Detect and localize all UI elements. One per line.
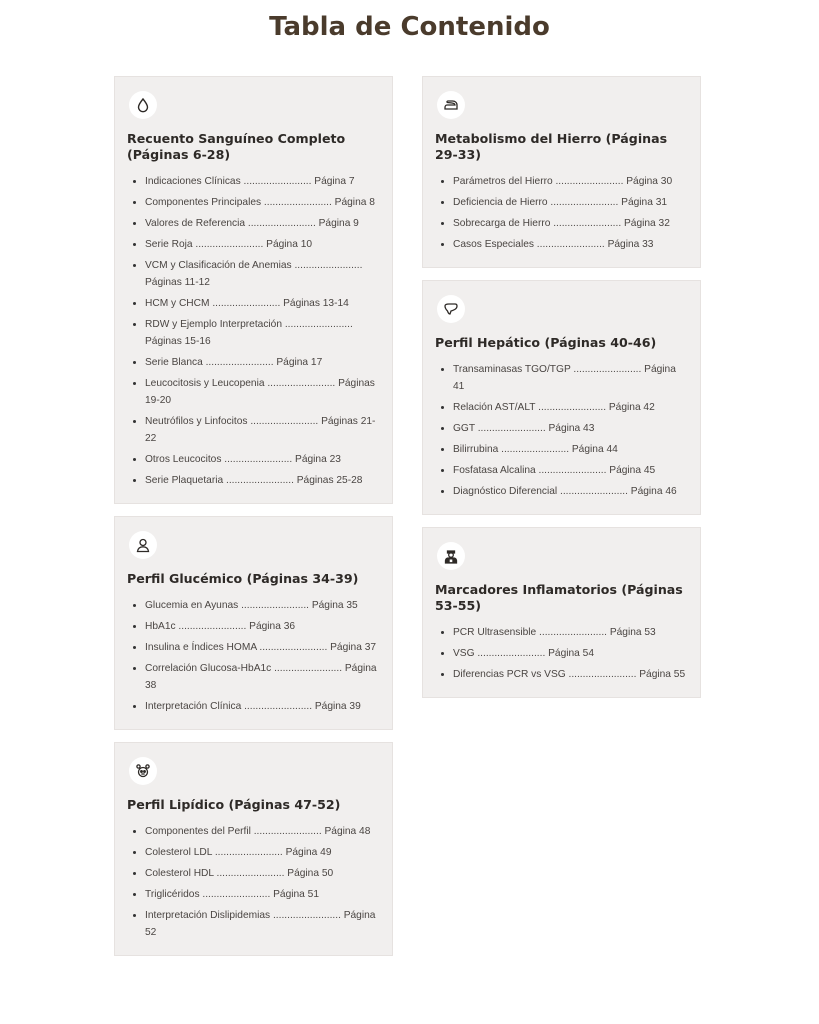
toc-item[interactable]: • Deficiencia de Hierro ........................ Página 31 <box>453 194 688 211</box>
toc-item[interactable]: • Diferencias PCR vs VSG ........................ Página 55 <box>453 666 688 683</box>
toc-item[interactable]: • VCM y Clasificación de Anemias ........................ Páginas 11-12 <box>145 257 380 291</box>
drop-icon <box>129 91 157 119</box>
toc-item[interactable]: • Serie Plaquetaria ........................ Páginas 25-28 <box>145 472 380 489</box>
toc-item[interactable]: • Otros Leucocitos ........................ Página 23 <box>145 451 380 468</box>
toc-item[interactable]: • Interpretación Dislipidemias ........................ Página 52 <box>145 907 380 941</box>
toc-item[interactable]: • Correlación Glucosa-HbA1c ........................ Página 38 <box>145 660 380 694</box>
right-column <box>422 76 701 710</box>
section-title: Metabolismo del Hierro (Páginas 29-33) <box>435 131 668 162</box>
section-card-inflamatorios <box>422 527 701 698</box>
toc-item[interactable]: • Componentes Principales ........................ Página 8 <box>145 194 380 211</box>
molecule-icon <box>129 757 157 785</box>
toc-item[interactable]: • HCM y CHCM ........................ Páginas 13-14 <box>145 295 380 312</box>
toc-item[interactable]: • VSG ........................ Página 54 <box>453 645 688 662</box>
toc-item[interactable]: • GGT ........................ Página 43 <box>453 420 688 437</box>
toc-item[interactable]: • Transaminasas TGO/TGP ........................ Página 41 <box>453 361 688 395</box>
iron-icon <box>437 91 465 119</box>
toc-item[interactable]: • Casos Especiales ........................ Página 33 <box>453 236 688 253</box>
toc-item[interactable]: • Interpretación Clínica ........................ Página 39 <box>145 698 380 715</box>
section-list <box>435 173 688 253</box>
toc-item[interactable]: • Componentes del Perfil ........................ Página 48 <box>145 823 380 840</box>
toc-item[interactable]: • Valores de Referencia ........................ Página 9 <box>145 215 380 232</box>
toc-item[interactable]: • Triglicéridos ........................ Página 51 <box>145 886 380 903</box>
section-list <box>435 624 688 683</box>
section-title: Perfil Glucémico (Páginas 34-39) <box>127 571 359 586</box>
toc-item[interactable]: • Fosfatasa Alcalina ........................ Página 45 <box>453 462 688 479</box>
left-column <box>114 76 393 968</box>
toc-item[interactable]: • Parámetros del Hierro ........................ Página 30 <box>453 173 688 190</box>
toc-item[interactable]: • PCR Ultrasensible ........................ Página 53 <box>453 624 688 641</box>
toc-item[interactable]: • Serie Roja ........................ Página 10 <box>145 236 380 253</box>
section-title: Recuento Sanguíneo Completo (Páginas 6-28) <box>127 131 346 162</box>
section-card-lipidico <box>114 742 393 956</box>
toc-item[interactable]: • Colesterol LDL ........................ Página 49 <box>145 844 380 861</box>
section-card-recuento <box>114 76 393 504</box>
section-list <box>127 597 380 715</box>
section-card-hierro <box>422 76 701 268</box>
toc-item[interactable]: • Relación AST/ALT ........................ Página 42 <box>453 399 688 416</box>
liver-icon <box>437 295 465 323</box>
section-card-hepatico <box>422 280 701 515</box>
toc-item[interactable]: • Leucocitosis y Leucopenia ........................ Páginas 19-20 <box>145 375 380 409</box>
toc-item[interactable]: • Serie Blanca ........................ Página 17 <box>145 354 380 371</box>
toc-item[interactable]: • Bilirrubina ........................ Página 44 <box>453 441 688 458</box>
toc-item[interactable]: • Colesterol HDL ........................ Página 50 <box>145 865 380 882</box>
toc-item[interactable]: • RDW y Ejemplo Interpretación ........................ Páginas 15-16 <box>145 316 380 350</box>
section-card-glucemico <box>114 516 393 730</box>
section-title: Perfil Hepático (Páginas 40-46) <box>435 335 657 350</box>
person-icon <box>129 531 157 559</box>
doctor-icon <box>437 542 465 570</box>
section-title: Marcadores Inflamatorios (Páginas 53-55) <box>435 582 683 613</box>
toc-item[interactable]: • Glucemia en Ayunas ........................ Página 35 <box>145 597 380 614</box>
section-title: Perfil Lipídico (Páginas 47-52) <box>127 797 341 812</box>
page-title: Tabla de Contenido <box>269 12 550 42</box>
toc-item[interactable]: • Insulina e Índices HOMA ........................ Página 37 <box>145 639 380 656</box>
toc-item[interactable]: • Sobrecarga de Hierro ........................ Página 32 <box>453 215 688 232</box>
section-list <box>127 173 380 489</box>
section-list <box>435 361 688 500</box>
toc-item[interactable]: • Indicaciones Clínicas ........................ Página 7 <box>145 173 380 190</box>
toc-item[interactable]: • HbA1c ........................ Página 36 <box>145 618 380 635</box>
section-list <box>127 823 380 941</box>
toc-item[interactable]: • Neutrófilos y Linfocitos ........................ Páginas 21-22 <box>145 413 380 447</box>
toc-item[interactable]: • Diagnóstico Diferencial ........................ Página 46 <box>453 483 688 500</box>
